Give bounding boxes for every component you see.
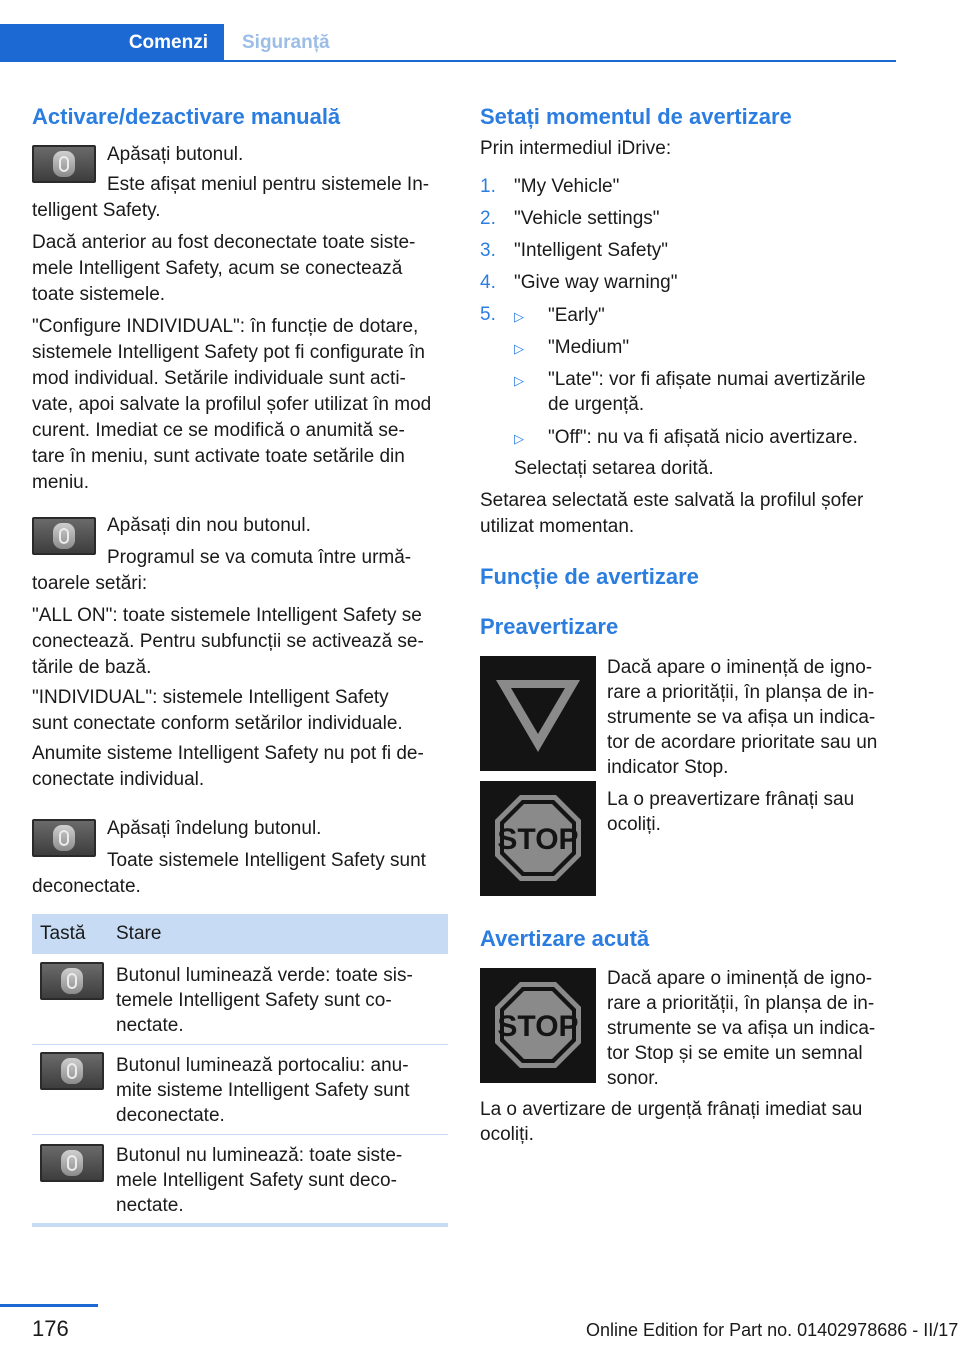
text-allon-2: conectează. Pentru subfuncții se activează se‐ xyxy=(32,631,424,652)
text-pre2-2: ocoliți. xyxy=(607,814,661,835)
footer-accent-line xyxy=(0,1304,98,1307)
list-number: 1. xyxy=(480,176,496,197)
assist-button-off-icon xyxy=(40,1144,104,1182)
list-number: 4. xyxy=(480,272,496,293)
yield-sign-image xyxy=(480,656,596,771)
text-program-2: toarele setări: xyxy=(32,573,148,594)
table-header xyxy=(32,914,448,954)
section-heading-function: Funcție de avertizare xyxy=(480,564,699,589)
text-acute-3: strumente se va afișa un indica‐ xyxy=(607,1018,876,1039)
list-item: "My Vehicle" xyxy=(514,176,620,197)
text-press-again: Apăsați din nou butonul. xyxy=(107,515,311,536)
text-acute-4: tor Stop și se emite un semnal xyxy=(607,1043,863,1064)
text-some-systems-1: Anumite sisteme Intelligent Safety nu pot fi de‐ xyxy=(32,743,424,764)
triangle-bullet-icon: ▷ xyxy=(514,341,524,356)
text-p4-3: mod individual. Setările individuale sunt acti‐ xyxy=(32,368,406,389)
text-allon-3: tările de bază. xyxy=(32,657,152,678)
list-item: "Intelligent Safety" xyxy=(514,240,668,261)
sub-list-item: "Medium" xyxy=(548,337,630,358)
text-all-off-1: Toate sistemele Intelligent Safety sunt xyxy=(107,850,426,871)
text-individual-2: sunt conectate conform setărilor individuale. xyxy=(32,713,403,734)
list-item: "Vehicle settings" xyxy=(514,208,660,229)
text-via-idrive: Prin intermediul iDrive: xyxy=(480,138,672,159)
text-acute-1: Dacă apare o iminență de igno‐ xyxy=(607,968,873,989)
list-number: 2. xyxy=(480,208,496,229)
assist-button-green-icon xyxy=(40,962,104,1000)
text-p3-3: toate sistemele. xyxy=(32,284,166,305)
text-all-off-2: deconectate. xyxy=(32,876,141,897)
list-number: 3. xyxy=(480,240,496,261)
tab-comenzi[interactable]: Comenzi xyxy=(0,24,224,62)
text-p4-4: vate, apoi salvate la profilul șofer utilizat în mod xyxy=(32,394,432,415)
text-pre-5: indicator Stop. xyxy=(607,757,729,778)
text-individual-1: "INDIVIDUAL": sistemele Intelligent Safety xyxy=(32,687,389,708)
text-menu-shown-1: Este afișat meniul pentru sistemele In‐ xyxy=(107,174,430,195)
assist-button-icon xyxy=(32,517,96,555)
table-cell: nectate. xyxy=(116,1015,184,1036)
text-some-systems-2: conectate individual. xyxy=(32,769,205,790)
svg-text:STOP: STOP xyxy=(497,1010,579,1043)
text-acute2-1: La o avertizare de urgență frânați imediat sau xyxy=(480,1099,863,1120)
text-allon-1: "ALL ON": toate sistemele Intelligent Safety se xyxy=(32,605,422,626)
sub-list-item: "Late": vor fi afișate numai avertizările xyxy=(548,369,866,390)
table-cell: Butonul nu luminează: toate siste‐ xyxy=(116,1145,403,1166)
table-bottom-border xyxy=(32,1223,448,1227)
sub-list-item: "Off": nu va fi afișată nicio avertizare. xyxy=(548,427,858,448)
list-number: 5. xyxy=(480,304,496,325)
table-cell: mele Intelligent Safety sunt deco‐ xyxy=(116,1170,397,1191)
text-pre2-1: La o preavertizare frânați sau xyxy=(607,789,855,810)
section-heading-manual: Activare/dezactivare manuală xyxy=(32,104,341,129)
triangle-bullet-icon: ▷ xyxy=(514,431,524,446)
text-select-setting: Selectați setarea dorită. xyxy=(514,458,714,479)
text-p4-7: meniu. xyxy=(32,472,90,493)
tab-siguranta[interactable]: Siguranță xyxy=(242,32,330,53)
triangle-bullet-icon: ▷ xyxy=(514,373,524,388)
text-p4-2: sistemele Intelligent Safety pot fi configurate în xyxy=(32,342,425,363)
yield-triangle-icon xyxy=(480,656,596,771)
subheading-acute-warning: Avertizare acută xyxy=(480,926,650,951)
svg-text:STOP: STOP xyxy=(497,823,579,856)
text-pre-4: tor de acordare prioritate sau un xyxy=(607,732,878,753)
row-divider xyxy=(32,1044,448,1045)
triangle-bullet-icon: ▷ xyxy=(514,309,524,324)
table-cell: mite sisteme Intelligent Safety sunt xyxy=(116,1080,410,1101)
text-p4-5: curent. Imediat ce se modifică o anumită se‐ xyxy=(32,420,405,441)
assist-button-orange-icon xyxy=(40,1052,104,1090)
text-acute-5: sonor. xyxy=(607,1068,659,1089)
text-acute-2: rare a priorității, în planșa de in‐ xyxy=(607,993,875,1014)
sub-list-item: "Early" xyxy=(548,305,605,326)
table-cell: Butonul luminează verde: toate sis‐ xyxy=(116,965,413,986)
table-cell: temele Intelligent Safety sunt co‐ xyxy=(116,990,392,1011)
list-item: "Give way warning" xyxy=(514,272,678,293)
text-p3-1: Dacă anterior au fost deconectate toate siste‐ xyxy=(32,232,416,253)
table-cell: nectate. xyxy=(116,1195,184,1216)
sub-list-item: de urgență. xyxy=(548,394,645,415)
text-menu-shown-2: telligent Safety. xyxy=(32,200,161,221)
text-acute2-2: ocoliți. xyxy=(480,1124,534,1145)
table-cell: deconectate. xyxy=(116,1105,225,1126)
stop-sign-image xyxy=(480,968,596,1083)
text-p4-1: "Configure INDIVIDUAL": în funcție de dotare, xyxy=(32,316,419,337)
table-cell: Butonul luminează portocaliu: anu‐ xyxy=(116,1055,409,1076)
page-number: 176 xyxy=(32,1316,69,1341)
subheading-prewarning: Preavertizare xyxy=(480,614,619,639)
text-saved-1: Setarea selectată este salvată la profilul șofer xyxy=(480,490,864,511)
text-saved-2: utilizat momentan. xyxy=(480,516,635,537)
top-nav xyxy=(0,24,896,62)
assist-button-icon xyxy=(32,145,96,183)
text-press-button: Apăsați butonul. xyxy=(107,144,244,165)
edition-text: Online Edition for Part no. 01402978686 - II/17 xyxy=(586,1320,959,1340)
table-col-state: Stare xyxy=(116,923,162,944)
text-pre-1: Dacă apare o iminență de igno‐ xyxy=(607,657,873,678)
text-pre-2: rare a priorității, în planșa de in‐ xyxy=(607,682,875,703)
assist-button-icon xyxy=(32,819,96,857)
stop-sign-image xyxy=(480,781,596,896)
table-col-key: Tastă xyxy=(40,923,86,944)
stop-sign-icon xyxy=(480,781,596,896)
text-p3-2: mele Intelligent Safety, acum se conectează xyxy=(32,258,403,279)
text-pre-3: strumente se va afișa un indica‐ xyxy=(607,707,876,728)
text-program-1: Programul se va comuta între urmă‐ xyxy=(107,547,412,568)
text-p4-6: tare în meniu, sunt activate toate setările din xyxy=(32,446,405,467)
text-long-press: Apăsați îndelung butonul. xyxy=(107,818,322,839)
section-heading-warning-time: Setați momentul de avertizare xyxy=(480,104,792,129)
stop-sign-icon xyxy=(480,968,596,1083)
row-divider xyxy=(32,1134,448,1135)
